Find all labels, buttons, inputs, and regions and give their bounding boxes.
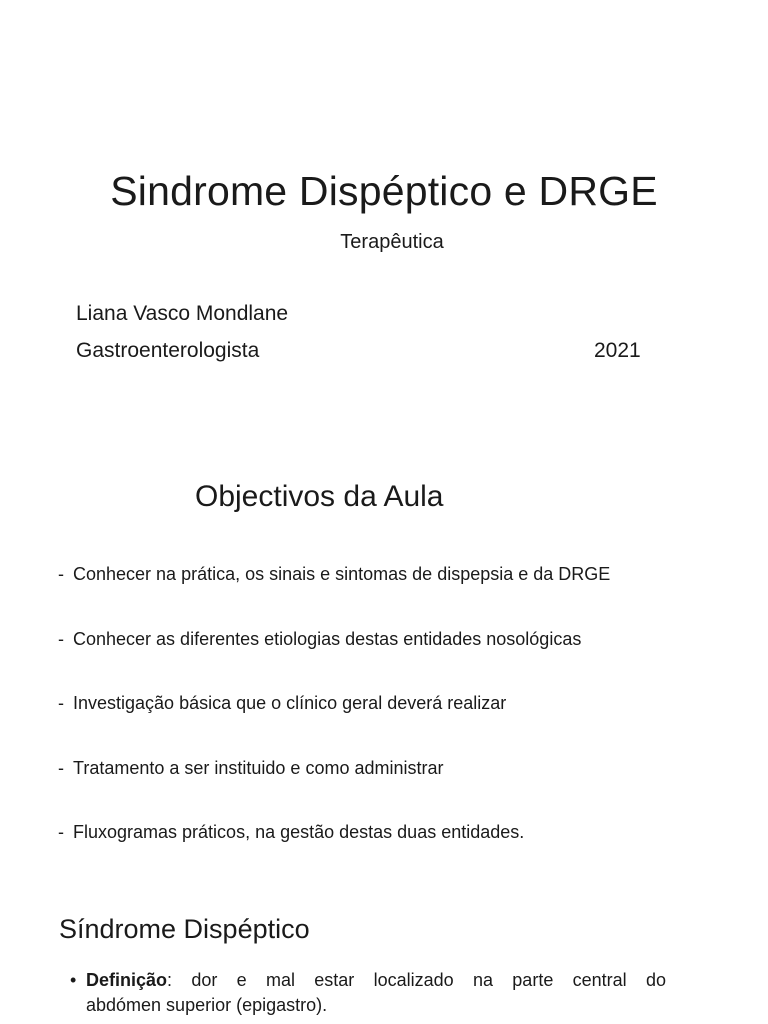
objectives-list [58, 562, 610, 885]
dash-marker: - [58, 757, 64, 778]
definition-body [86, 968, 666, 1018]
dash-marker: - [58, 628, 64, 649]
definition-paragraph [70, 968, 666, 1018]
list-item [58, 562, 610, 586]
dash-marker: - [58, 564, 64, 584]
dash-marker: - [58, 822, 64, 842]
list-item [58, 820, 610, 844]
objectives-heading: Objectivos da Aula [195, 480, 444, 513]
dash-marker: - [58, 693, 64, 713]
objective-text: Conhecer na prática, os sinais e sintomas de dispepsia e da DRGE [73, 564, 611, 584]
bullet-marker: • [70, 970, 77, 990]
list-item [58, 627, 610, 651]
definition-text: : dor e mal estar localizado na parte central do [167, 970, 666, 990]
author-role: Gastroenterologista [76, 339, 260, 362]
author-name: Liana Vasco Mondlane [76, 302, 289, 325]
list-item [58, 756, 610, 780]
objective-text: Tratamento a ser instituido e como administrar [73, 757, 444, 778]
objective-text: Fluxogramas práticos, na gestão destas duas entidades. [73, 822, 525, 842]
definition-line [86, 968, 666, 993]
slide-subtitle: Terapêutica [340, 231, 444, 253]
objective-text: Conhecer as diferentes etiologias destas entidades nosológicas [73, 628, 582, 649]
presentation-year: 2021 [594, 339, 641, 362]
objective-text: Investigação básica que o clínico geral deverá realizar [73, 693, 507, 713]
definition-line: abdómen superior (epigastro). [86, 995, 328, 1015]
slide-title: Sindrome Dispéptico e DRGE [110, 168, 658, 214]
section-heading-sindrome: Síndrome Dispéptico [59, 914, 310, 944]
list-item [58, 691, 610, 715]
definition-term: Definição [86, 970, 168, 990]
